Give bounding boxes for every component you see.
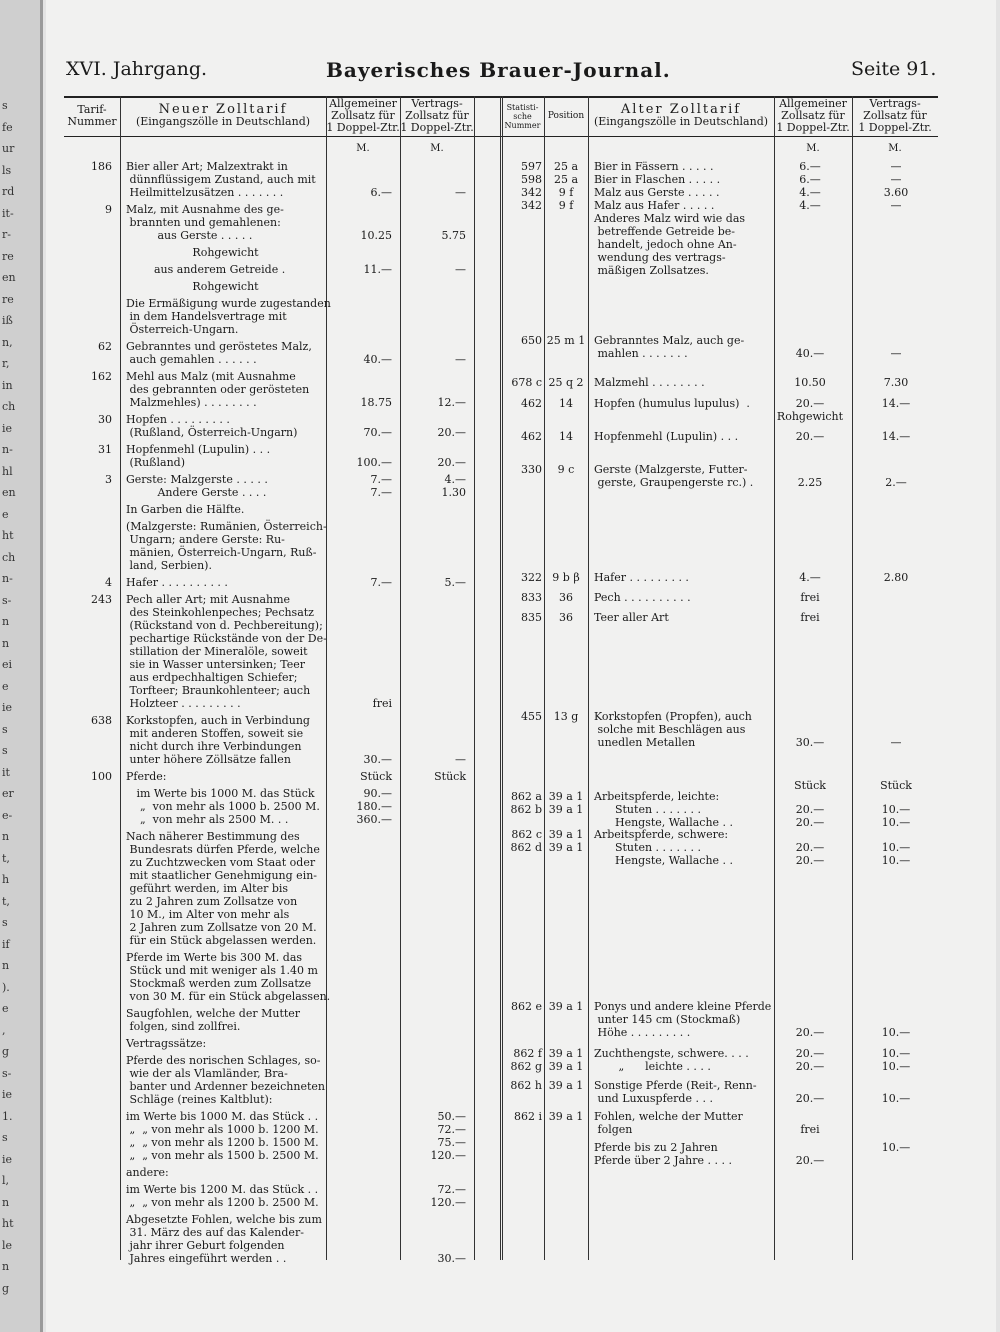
vertrag-duty-new: 20.— <box>437 456 466 469</box>
old-tariff-description: Hopfen (humulus lupulus) . <box>594 397 750 410</box>
statistische-nummer: 462 <box>521 430 542 443</box>
allg-duty-old: 4.— <box>799 571 821 584</box>
old-tariff-description: Gerste (Malzgerste, Futter- gerste, Graupengerste rc.) . <box>594 463 754 489</box>
position-code: 25 a <box>553 173 579 186</box>
gutter-fragment: s <box>2 744 8 757</box>
vertrag-duty-old: 10.— <box>881 1092 911 1105</box>
gutter-fragment: ht <box>2 529 14 542</box>
tarif-number: 31 <box>98 443 112 456</box>
statistische-nummer: 322 <box>521 571 542 584</box>
column-divider <box>326 96 327 1260</box>
column-divider <box>544 96 545 1260</box>
gutter-fragment: s <box>2 99 8 112</box>
vertrag-duty-old: — <box>890 199 902 212</box>
allg-duty-old: Stück <box>794 779 826 792</box>
gutter-fragment: er <box>2 787 14 800</box>
old-tariff-description: Gebranntes Malz, auch ge- mahlen . . . . . . . <box>594 334 745 360</box>
gutter-fragment: ch <box>2 400 16 413</box>
col-header-old-tariff <box>588 98 774 134</box>
old-tariff-description: Korkstopfen (Propfen), auch solche mit Beschlägen aus unedlen Metallen <box>594 710 752 749</box>
allg-duty-new: 40.— <box>363 353 392 366</box>
gutter-fragment: e <box>2 507 9 521</box>
vertrag-duty-new: 30.— <box>437 1252 466 1265</box>
gutter-fragment: ur <box>2 142 15 155</box>
col-header-vertrags-zollsatz-old: Vertrags- Zollsatz für 1 Doppel-Ztr. <box>858 97 932 134</box>
position-code: 39 a 1 39 a 1 <box>548 828 584 854</box>
column-divider <box>852 96 853 1260</box>
gutter-fragment: ie <box>2 421 13 435</box>
col-header-vertrags-zollsatz: Vertrags- Zollsatz für 1 Doppel-Ztr. <box>400 97 474 134</box>
gutter-fragment: rd <box>2 185 15 198</box>
allg-duty-old: 20.— 20.— <box>795 803 825 829</box>
old-tariff-description: Malz aus Hafer . . . . . <box>594 199 715 212</box>
gutter-fragment: ei <box>2 658 13 671</box>
vertrag-duty-new: Stück <box>434 770 466 783</box>
old-tariff-description: Zuchthengste, schwere. . . . „ leichte . . . . <box>594 1047 749 1073</box>
gutter-fragment: ch <box>2 550 16 564</box>
gutter-fragment: n- <box>2 443 13 456</box>
statistische-nummer: 342 <box>521 186 542 199</box>
col-header-new-tariff <box>120 98 326 134</box>
tarif-number: 243 <box>91 593 112 606</box>
statistische-nummer: 862 c 862 d <box>510 828 542 854</box>
new-tariff-description: (Malzgerste: Rumänien, Österreich- Ungarn; andere Gerste: Ru- mänien, Österreich-Ungarn, Ruß- land, Serbien). <box>126 520 327 572</box>
tarif-number: 186 <box>91 160 112 173</box>
allg-duty-old: 20.— <box>795 397 825 410</box>
tarif-number: 62 <box>98 340 112 353</box>
new-tariff-description: Gebranntes und geröstetes Malz, auch gemahlen . . . . . . <box>126 340 312 366</box>
unit-mark: M. <box>806 143 820 154</box>
gutter-fragment: t, <box>2 894 10 908</box>
header-page-number: Seite 91. <box>851 58 937 80</box>
allg-duty-new: 10.25 <box>360 229 392 242</box>
old-tariff-description: Pferde bis zu 2 Jahren Pferde über 2 Jahre . . . . <box>594 1141 732 1167</box>
old-tariff-description: Arbeitspferde, leichte: Stuten . . . . . . . Hengste, Wallache . . <box>594 790 734 829</box>
old-tariff-description: Fohlen, welche der Mutter folgen <box>594 1110 743 1136</box>
gutter-fragment: en <box>2 486 16 499</box>
vertrag-duty-new: — <box>455 263 466 276</box>
gutter-fragment: ). <box>2 980 10 994</box>
new-tariff-description: Bier aller Art; Malzextrakt in dünnflüssigem Zustand, auch mit Heilmittelzusätzen . . . . . . . <box>126 160 316 199</box>
gutter-fragment: fe <box>2 120 13 134</box>
gutter-fragment: ie <box>2 1152 13 1166</box>
new-tariff-description: Die Ermäßigung wurde zugestanden in dem Handelsvertrage mit Österreich-Ungarn. <box>126 297 331 336</box>
statistische-nummer: 678 c <box>511 376 542 389</box>
position-code: 39 a 1 <box>548 1000 584 1013</box>
col-header-tarif-nummer: Tarif- Nummer <box>67 103 117 128</box>
allg-duty-new: 6.— <box>370 186 392 199</box>
gutter-fragment: n <box>2 1195 10 1209</box>
allg-duty-old: 20.— <box>795 1092 825 1105</box>
gutter-fragment: ie <box>2 701 13 714</box>
column-divider <box>474 96 475 1260</box>
position-code: 39 a 1 <box>548 1110 584 1123</box>
old-tariff-description: Pech . . . . . . . . . . <box>594 591 691 604</box>
table-center-divider <box>500 96 503 1260</box>
unit-mark: M. <box>888 143 902 154</box>
new-tariff-description: Hafer . . . . . . . . . . <box>126 576 228 589</box>
col-header-allg-zollsatz: Allgemeiner Zollsatz für 1 Doppel-Ztr. <box>326 97 400 134</box>
statistische-nummer: 597 <box>521 160 542 173</box>
allg-duty-new: 7.— 7.— <box>370 473 392 499</box>
gutter-fragment: r- <box>2 228 11 241</box>
gutter-fragment: n- <box>2 572 13 585</box>
vertrag-duty-old: 10.— <box>881 1026 911 1039</box>
gutter-fragment: 1. <box>2 1109 13 1123</box>
statistische-nummer: 835 <box>521 611 542 624</box>
gutter-fragment: re <box>2 249 14 263</box>
new-tariff-description: andere: <box>126 1166 169 1179</box>
position-code: 36 <box>559 591 573 604</box>
allg-duty-old: frei <box>800 1123 820 1136</box>
column-divider <box>588 96 589 1260</box>
allg-duty-old: 20.— <box>795 1026 825 1039</box>
allg-duty-old: 2.25 <box>797 476 823 489</box>
gutter-fragment: t, <box>2 851 10 865</box>
gutter-fragment: e <box>2 679 9 693</box>
document-page <box>46 0 996 1332</box>
tarif-number: 638 <box>91 714 112 727</box>
new-tariff-description: Nach näherer Bestimmung des Bundesrats dürfen Pferde, welche zu Zuchtzwecken vom Staat oder mit staatlicher Genehmigung ein- geführt werden, im Alter bis zu 2 Jahren zum Zollsatze von 10 M., im Alter von mehr als 2 Jahren zum Zollsatze von 20 M. für ein Stück abgelassen werden. <box>126 830 320 947</box>
allg-duty-new: 7.— <box>370 576 392 589</box>
allg-duty-old: 20.— <box>795 430 825 443</box>
statistische-nummer: 862 a 862 b <box>510 790 542 816</box>
col-header-position: Position <box>547 111 585 121</box>
new-tariff-description: Vertragssätze: <box>126 1037 207 1050</box>
position-code: 14 <box>559 397 573 410</box>
new-tariff-description: Gerste: Malzgerste . . . . . Andere Gerste . . . . <box>126 473 268 499</box>
gutter-fragment: s- <box>2 1066 12 1080</box>
gutter-fragment: it- <box>2 206 14 220</box>
header-journal-title: Bayerisches Brauer-Journal. <box>326 58 671 82</box>
gutter-fragment: hl <box>2 464 13 478</box>
allg-duty-old: 10.50 <box>794 376 826 389</box>
tarif-number: 4 <box>105 576 112 589</box>
old-tariff-subtitle: (Eingangszölle in Deutschland) <box>593 115 769 128</box>
vertrag-duty-old: — <box>890 347 902 360</box>
gutter-fragment: if <box>2 937 10 951</box>
allg-duty-old: 40.— <box>795 347 825 360</box>
gutter-fragment: g <box>2 1281 10 1295</box>
vertrag-duty-new: 20.— <box>437 426 466 439</box>
gutter-fragment: n <box>2 615 10 628</box>
column-divider <box>400 96 401 1260</box>
new-tariff-description: Korkstopfen, auch in Verbindung mit anderen Stoffen, soweit sie nicht durch ihre Verbindungen unter höhere Zöllsätze fallen <box>126 714 310 766</box>
new-tariff-description: im Werte bis 1200 M. das Stück . . „ „ von mehr als 1200 b. 2500 M. <box>126 1183 319 1209</box>
vertrag-duty-new: 12.— <box>437 396 466 409</box>
gutter-fragment: e- <box>2 808 13 822</box>
new-tariff-subtitle: (Eingangszölle in Deutschland) <box>135 115 311 128</box>
gutter-fragment: g <box>2 1045 10 1058</box>
left-page-gutter <box>0 0 43 1332</box>
gutter-fragment: s <box>2 916 8 929</box>
statistische-nummer: 330 <box>521 463 542 476</box>
new-tariff-description: Pech aller Art; mit Ausnahme des Steinkohlenpeches; Pechsatz (Rückstand von d. Pechbereitung); pechartige Rückstände von der De- stillation der Mineralöle, soweit sie in Wasser untersinken; Teer aus erdpechhaltigen Schiefer; Torfteer; Braunkohlenteer; auch Holzteer . . . . . . . . . <box>126 593 327 710</box>
old-tariff-description: Ponys und andere kleine Pferde unter 145 cm (Stockmaß) Höhe . . . . . . . . . <box>594 1000 772 1039</box>
gutter-fragment: le <box>2 1238 13 1252</box>
allg-duty-old: 30.— <box>795 736 825 749</box>
new-tariff-description: Abgesetzte Fohlen, welche bis zum 31. März des auf das Kalender- jahr ihrer Geburt folgenden Jahres eingeführt werden . . <box>126 1213 322 1265</box>
vertrag-duty-new: 4.— 1.30 <box>441 473 466 499</box>
new-tariff-description: Pferde des norischen Schlages, so- wie der als Vlamländer, Bra- banter und Ardenner bezeichneten Schläge (reines Kaltblut): <box>126 1054 325 1106</box>
vertrag-duty-old: 2.80 <box>883 571 909 584</box>
old-tariff-description: Malz aus Gerste . . . . . <box>594 186 720 199</box>
position-code: 39 a 1 <box>548 1079 584 1092</box>
gutter-fragment: ls <box>2 163 12 177</box>
vertrag-duty-new: 72.— 120.— <box>430 1183 466 1209</box>
allg-duty-old: 20.— 20.— <box>795 841 825 867</box>
new-tariff-description: Hopfenmehl (Lupulin) . . . (Rußland) <box>126 443 271 469</box>
vertrag-duty-old: 7.30 <box>883 376 909 389</box>
unit-mark: M. <box>430 143 444 154</box>
vertrag-duty-old: — <box>890 173 902 186</box>
new-tariff-description: Malz, mit Ausnahme des ge- brannten und gemahlenen: aus Gerste . . . . . <box>126 203 284 242</box>
position-code: 25 q 2 <box>548 376 584 389</box>
vertrag-duty-old: — <box>890 160 902 173</box>
vertrag-duty-old: 10.— 10.— <box>881 1047 911 1073</box>
allg-duty-new: 11.— <box>363 263 392 276</box>
position-code: 13 g <box>553 710 579 723</box>
allg-duty-old: 4.— <box>799 199 821 212</box>
allg-duty-old: Rohgewicht <box>776 410 844 423</box>
vertrag-duty-old: 10.— 10.— <box>881 841 911 867</box>
vertrag-duty-old: 2.— <box>885 476 907 489</box>
allg-duty-old: frei <box>800 611 820 624</box>
new-tariff-title: Neuer Zolltarif <box>158 102 288 117</box>
gutter-fragment: ht <box>2 1217 14 1230</box>
statistische-nummer: 862 i <box>513 1110 542 1123</box>
vertrag-duty-old: 10.— <box>881 1141 911 1154</box>
allg-duty-old: frei <box>800 591 820 604</box>
vertrag-duty-new: — <box>455 353 466 366</box>
old-tariff-description: Hopfenmehl (Lupulin) . . . <box>594 430 739 443</box>
gutter-fragment: in <box>2 378 13 392</box>
unit-mark: M. <box>356 143 370 154</box>
vertrag-duty-new: 5.— <box>444 576 466 589</box>
tarif-number: 9 <box>105 203 112 216</box>
header-volume: XVI. Jahrgang. <box>66 58 208 80</box>
gutter-fragment: , <box>2 1023 6 1037</box>
gutter-fragment: n <box>2 636 10 650</box>
statistische-nummer: 833 <box>521 591 542 604</box>
col-header-allg-zollsatz-old: Allgemeiner Zollsatz für 1 Doppel-Ztr. <box>776 97 850 134</box>
gutter-fragment: re <box>2 292 14 306</box>
gutter-fragment: r, <box>2 357 10 370</box>
allg-duty-new: 30.— <box>363 753 392 766</box>
statistische-nummer: 598 <box>521 173 542 186</box>
vertrag-duty-old: 10.— 10.— <box>881 803 911 829</box>
gutter-fragment: en <box>2 271 16 284</box>
new-tariff-description: Pferde: <box>126 770 167 783</box>
vertrag-duty-old: 14.— <box>881 430 911 443</box>
new-tariff-description: In Garben die Hälfte. <box>126 503 245 516</box>
statistische-nummer: 342 <box>521 199 542 212</box>
allg-duty-new: frei <box>372 697 392 710</box>
allg-duty-old: 20.— 20.— <box>795 1047 825 1073</box>
position-code: 9 f <box>558 199 574 212</box>
old-tariff-description: Anderes Malz wird wie das betreffende Getreide be- handelt, jedoch ohne An- wendung des vertrags- mäßigen Zollsatzes. <box>594 212 746 277</box>
vertrag-duty-old: 3.60 <box>883 186 909 199</box>
position-code: 14 <box>559 430 573 443</box>
vertrag-duty-new: — <box>455 186 466 199</box>
position-code: 39 a 1 39 a 1 <box>548 790 584 816</box>
vertrag-duty-new: 5.75 <box>441 229 466 242</box>
vertrag-duty-old: — <box>890 736 902 749</box>
statistische-nummer: 462 <box>521 397 542 410</box>
new-tariff-description: Rohgewicht <box>126 246 259 259</box>
position-code: 39 a 1 39 a 1 <box>548 1047 584 1073</box>
gutter-fragment: s <box>2 1131 8 1144</box>
new-tariff-description: Rohgewicht <box>126 280 259 293</box>
old-tariff-title: Alter Zolltarif <box>620 102 742 117</box>
vertrag-duty-old: 14.— <box>881 397 911 410</box>
statistische-nummer: 862 e <box>510 1000 542 1013</box>
gutter-fragment: l, <box>2 1174 10 1187</box>
statistische-nummer: 862 f 862 g <box>510 1047 542 1073</box>
new-tariff-description: Hopfen . . . . . . . . . (Rußland, Österreich-Ungarn) <box>126 413 298 439</box>
allg-duty-new: 90.— 180.— 360.— <box>356 787 392 826</box>
gutter-fragment: s <box>2 722 8 736</box>
old-tariff-description: Arbeitspferde, schwere: Stuten . . . . . . . Hengste, Wallache . . <box>594 828 734 867</box>
new-tariff-description: aus anderem Getreide . <box>126 263 286 276</box>
gutter-fragment: n <box>2 959 10 972</box>
column-divider <box>120 96 121 1260</box>
col-header-statistische-nummer: Statisti- sche Nummer <box>504 102 541 130</box>
statistische-nummer: 650 <box>521 334 542 347</box>
allg-duty-new: 18.75 <box>360 396 392 409</box>
gutter-fragment: s- <box>2 593 12 607</box>
tarif-number: 162 <box>91 370 112 383</box>
gutter-fragment: e <box>2 1002 9 1015</box>
gutter-fragment: it <box>2 765 10 779</box>
position-code: 25 a <box>553 160 579 173</box>
tarif-number: 100 <box>91 770 112 783</box>
tariff-table <box>64 96 938 1265</box>
new-tariff-description: im Werte bis 1000 M. das Stück . . „ „ von mehr als 1000 b. 1200 M. „ „ von mehr als 1200 b. 1500 M. „ „ von mehr als 1500 b. 2500 M. <box>126 1110 319 1162</box>
allg-duty-new: 100.— <box>356 456 392 469</box>
old-tariff-description: Malzmehl . . . . . . . . <box>594 376 705 389</box>
new-tariff-description: Mehl aus Malz (mit Ausnahme des gebrannten oder gerösteten Malzmehles) . . . . . . . . <box>126 370 310 409</box>
old-tariff-description: Sonstige Pferde (Reit-, Renn- und Luxuspferde . . . <box>594 1079 757 1105</box>
position-code: 36 <box>559 611 573 624</box>
gutter-fragment: n, <box>2 335 13 349</box>
vertrag-duty-new: — <box>455 753 466 766</box>
allg-duty-new: 70.— <box>363 426 392 439</box>
vertrag-duty-new: 50.— 72.— 75.— 120.— <box>430 1110 466 1162</box>
position-code: 9 b β <box>552 571 580 584</box>
new-tariff-description: im Werte bis 1000 M. das Stück „ von mehr als 1000 b. 2500 M. „ von mehr als 2500 M. . . <box>136 787 320 826</box>
statistische-nummer: 455 <box>521 710 542 723</box>
allg-duty-new: Stück <box>360 770 392 783</box>
statistische-nummer: 862 h <box>510 1079 542 1092</box>
position-code: 25 m 1 <box>546 334 586 347</box>
allg-duty-old: 6.— <box>799 173 821 186</box>
gutter-fragment: n <box>2 830 10 843</box>
gutter-fragment: n <box>2 1260 10 1273</box>
new-tariff-description: Pferde im Werte bis 300 M. das Stück und mit weniger als 1.40 m Stockmaß werden zum Zollsatze von 30 M. für ein Stück abgelassen. <box>126 951 331 1003</box>
old-tariff-description: Teer aller Art <box>594 611 669 624</box>
gutter-fragment: h <box>2 873 10 886</box>
vertrag-duty-old: Stück <box>880 779 912 792</box>
tarif-number: 30 <box>98 413 112 426</box>
allg-duty-old: 20.— <box>795 1154 825 1167</box>
new-tariff-description: Saugfohlen, welche der Mutter folgen, sind zollfrei. <box>126 1007 301 1033</box>
allg-duty-old: 4.— <box>799 186 821 199</box>
position-code: 9 c <box>557 463 575 476</box>
column-divider <box>774 96 775 1260</box>
old-tariff-description: Hafer . . . . . . . . . <box>594 571 689 584</box>
tarif-number: 3 <box>105 473 112 486</box>
allg-duty-old: 6.— <box>799 160 821 173</box>
old-tariff-description: Bier in Flaschen . . . . . <box>594 173 721 186</box>
position-code: 9 f <box>558 186 574 199</box>
gutter-fragment: ie <box>2 1088 13 1101</box>
old-tariff-description: Bier in Fässern . . . . . <box>594 160 714 173</box>
gutter-fragment: iß <box>2 314 13 327</box>
